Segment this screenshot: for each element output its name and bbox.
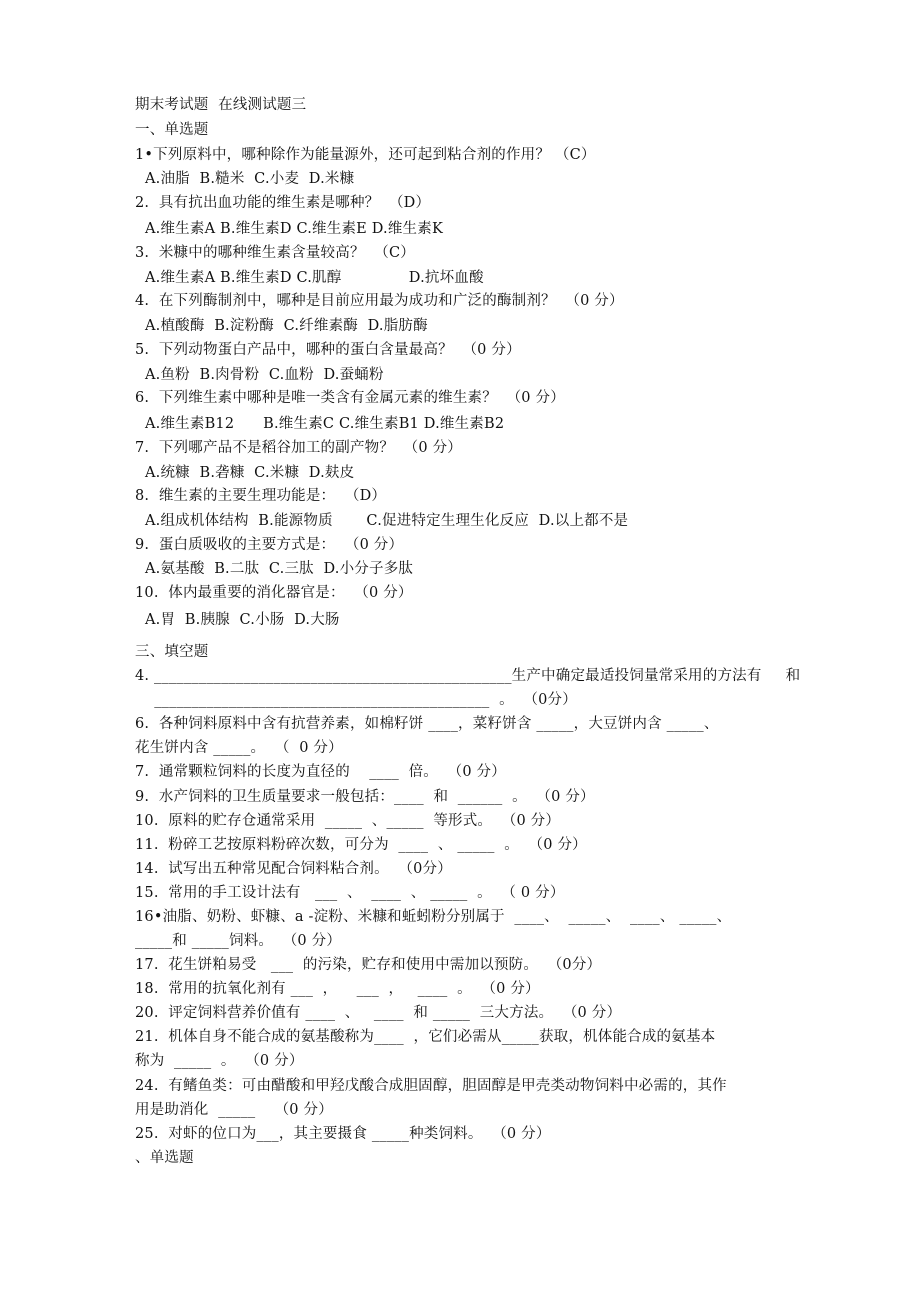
answer-options: A.植酸酶 B.淀粉酶 C.纤维素酶 D.脂肪酶 <box>145 318 428 334</box>
question-line: 15. 常用的手工设计法有 ___ 、 ____ 、 _____ 。 （ 0 分） <box>135 885 565 901</box>
question-line: 16•油脂、奶粉、虾糠、a -淀粉、米糠和蚯蚓粉分别属于 ____、 _____、 ____、 _____、 <box>135 909 732 925</box>
question-line: 17. 花生饼粕易受 ___ 的污染，贮存和使用中需加以预防。 （0分） <box>135 957 602 973</box>
question-line: 7. 通常颗粒饲料的长度为直径的 ____ 倍。 （0 分） <box>135 764 506 780</box>
answer-options: A.组成机体结构 B.能源物质 C.促进特定生理生化反应 D.以上都不是 <box>145 513 629 529</box>
answer-options: A.鱼粉 B.肉骨粉 C.血粉 D.蚕蛹粉 <box>145 367 384 383</box>
question-line: _____________________________________________ 。 （0分） <box>135 692 577 708</box>
question-line: 用是助消化 _____ （0 分） <box>135 1102 333 1118</box>
question-line: 8. 维生素的主要生理功能是： （D） <box>135 488 387 504</box>
document-title: 期末考试题 在线测试题三 <box>135 97 307 113</box>
question-line: 24. 有鳍鱼类：可由醋酸和甲羟戊酸合成胆固醇，胆固醇是甲壳类动物饲料中必需的，其作 <box>135 1078 727 1094</box>
question-line: 一、单选题 <box>135 122 209 138</box>
question-line: 10. 原料的贮存仓通常采用 _____ 、_____ 等形式。 （0 分） <box>135 813 561 829</box>
question-line: 21. 机体自身不能合成的氨基酸称为____ ，它们必需从_____获取，机体能合成的氨基本 <box>135 1029 716 1045</box>
answer-options: A.氨基酸 B.二肽 C.三肽 D.小分子多肽 <box>145 561 414 577</box>
answer-options: A.维生素A B.维生素D C.肌醇 D.抗坏血酸 <box>145 270 484 286</box>
question-line: 称为 _____ 。 （0 分） <box>135 1053 304 1069</box>
question-line: 4. 在下列酶制剂中，哪种是目前应用最为成功和广泛的酶制剂？ （0 分） <box>135 293 624 309</box>
answer-options: A.胃 B.胰腺 C.小肠 D.大肠 <box>145 612 340 628</box>
answer-options: A.维生素A B.维生素D C.维生素E D.维生素K <box>145 221 443 237</box>
question-line: 9. 蛋白质吸收的主要方式是： （0 分） <box>135 537 404 553</box>
question-line: 10. 体内最重要的消化器官是： （0 分） <box>135 585 413 601</box>
answer-options: A.油脂 B.糙米 C.小麦 D.米糠 <box>145 171 355 187</box>
question-line: 18. 常用的抗氧化剂有 ___ ， ___ ， ____ 。 （0 分） <box>135 981 540 997</box>
question-line: 3. 米糠中的哪种维生素含量较高？ （C） <box>135 245 415 261</box>
question-line: 三、填空题 <box>135 644 209 660</box>
question-line: 6. 各种饲料原料中含有抗营养素，如棉籽饼 ____，菜籽饼含 _____，大豆饼内含 _____、 <box>135 716 719 732</box>
question-line: 20. 评定饲料营养价值有 ____ 、 ____ 和 _____ 三大方法。 （0 分） <box>135 1005 622 1021</box>
question-line: 9. 水产饲料的卫生质量要求一般包括：____ 和 ______ 。 （0 分） <box>135 789 595 805</box>
question-line: _____和 _____饲料。 （0 分） <box>135 933 342 949</box>
question-line: 、单选题 <box>135 1150 194 1166</box>
question-line: 花生饼内含 _____。 （ 0 分） <box>135 740 343 756</box>
question-line: 6. 下列维生素中哪种是唯一类含有金属元素的维生素？ （0 分） <box>135 390 565 406</box>
question-line: 5. 下列动物蛋白产品中，哪种的蛋白含量最高？ （0 分） <box>135 342 521 358</box>
answer-options: A.统糠 B.砻糠 C.米糠 D.麸皮 <box>145 465 355 481</box>
answer-options: A.维生素B12 B.维生素C C.维生素B1 D.维生素B2 <box>145 416 505 432</box>
question-line: 7. 下列哪产品不是稻谷加工的副产物？ （0 分） <box>135 440 463 456</box>
question-line: 4. ________________________________________________生产中确定最适投饲量常采用的方法有 和 <box>135 668 801 684</box>
question-line: 11. 粉碎工艺按原料粉碎次数，可分为 ____ 、 _____ 。 （0 分） <box>135 837 587 853</box>
question-line: 1•下列原料中，哪种除作为能量源外，还可起到粘合剂的作用？ （C） <box>135 147 596 163</box>
question-line: 14. 试写出五种常见配合饲料粘合剂。 （0分） <box>135 861 452 877</box>
question-line: 25. 对虾的位口为___，其主要摄食 _____种类饲料。 （0 分） <box>135 1126 551 1142</box>
question-line: 2. 具有抗出血功能的维生素是哪种？ （D） <box>135 195 431 211</box>
